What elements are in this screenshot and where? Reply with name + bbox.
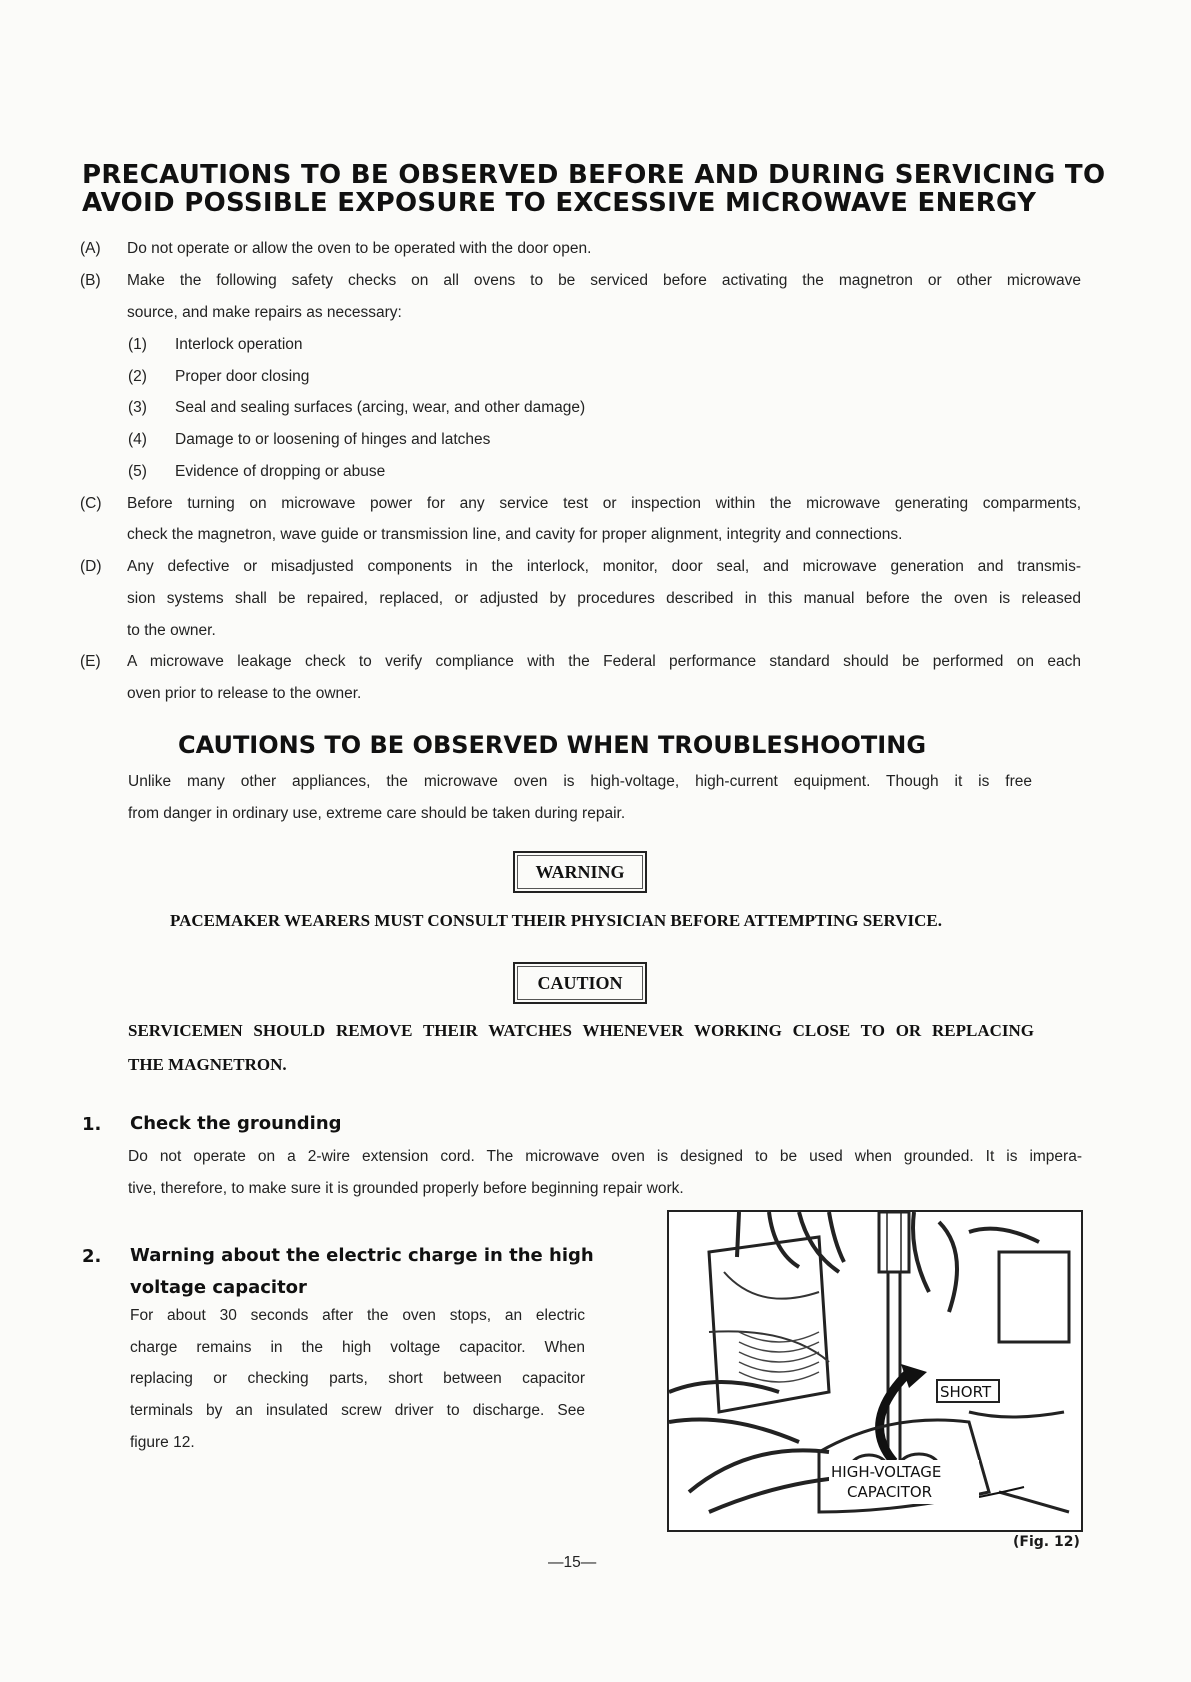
section1-line2: tive, therefore, to make sure it is grounded properly before beginning repair work. — [128, 1180, 684, 1197]
capacitor-illustration — [669, 1212, 1081, 1530]
page-number: —15— — [548, 1554, 597, 1571]
item-d-line3: to the owner. — [127, 622, 216, 639]
cautions-intro-line1: Unlike many other appliances, the microwave oven is high-voltage, high-current equipment. Though it is free — [128, 773, 1032, 790]
section2-number: 2. — [82, 1246, 102, 1267]
warning-box — [513, 851, 647, 893]
item-a-text: Do not operate or allow the oven to be operated with the door open. — [127, 240, 592, 257]
figure-label-short: SHORT — [940, 1383, 992, 1401]
caution-line1: SERVICEMEN SHOULD REMOVE THEIR WATCHES WHENEVER WORKING CLOSE TO OR REPLACING — [128, 1021, 1034, 1040]
figure-label-hv2: CAPACITOR — [847, 1483, 933, 1501]
subitem-3-text: Seal and sealing surfaces (arcing, wear, and other damage) — [175, 399, 586, 416]
subitem-1-label: (1) — [128, 336, 147, 353]
figure-12 — [667, 1210, 1083, 1532]
item-e-label: (E) — [80, 653, 101, 670]
figure-caption: (Fig. 12) — [1013, 1534, 1080, 1550]
section2-title-line2: voltage capacitor — [130, 1277, 307, 1298]
subitem-2-label: (2) — [128, 368, 147, 385]
section1-number: 1. — [82, 1114, 102, 1135]
subitem-3-label: (3) — [128, 399, 147, 416]
item-d-line2: sion systems shall be repaired, replaced, or adjusted by procedures described in this manual before the oven is released — [127, 590, 1081, 607]
section2-title-line1: Warning about the electric charge in the high — [130, 1245, 594, 1266]
item-b-label: (B) — [80, 272, 101, 289]
subitem-5-label: (5) — [128, 463, 147, 480]
caution-label: CAUTION — [537, 972, 623, 993]
item-c-line2: check the magnetron, wave guide or transmission line, and cavity for proper alignment, integrity and connections. — [127, 526, 903, 543]
item-b-line2: source, and make repairs as necessary: — [127, 304, 402, 321]
item-c-line1: Before turning on microwave power for any service test or inspection within the microwave generating comparments, — [127, 495, 1081, 512]
section1-line1: Do not operate on a 2-wire extension cord. The microwave oven is designed to be used when grounded. It is impera- — [128, 1148, 1082, 1165]
item-b-line1: Make the following safety checks on all ovens to be serviced before activating the magnetron or other microwave — [127, 272, 1081, 289]
item-e-line2: oven prior to release to the owner. — [127, 685, 362, 702]
section2-line4: terminals by an insulated screw driver to discharge. See — [130, 1402, 585, 1419]
precautions-title-line1: PRECAUTIONS TO BE OBSERVED BEFORE AND DURING SERVICING TO — [82, 160, 1106, 190]
caution-line2: THE MAGNETRON. — [128, 1055, 287, 1074]
figure-label-hv1: HIGH-VOLTAGE — [831, 1463, 942, 1481]
item-d-line1: Any defective or misadjusted components in the interlock, monitor, door seal, and microwave generation and transmis- — [127, 558, 1081, 575]
subitem-4-text: Damage to or loosening of hinges and latches — [175, 431, 491, 448]
section2-line5: figure 12. — [130, 1434, 195, 1451]
precautions-title-line2: AVOID POSSIBLE EXPOSURE TO EXCESSIVE MICROWAVE ENERGY — [82, 188, 1037, 218]
section2-line1: For about 30 seconds after the oven stops, an electric — [130, 1307, 585, 1324]
section2-line3: replacing or checking parts, short between capacitor — [130, 1370, 585, 1387]
item-e-line1: A microwave leakage check to verify compliance with the Federal performance standard should be performed on each — [127, 653, 1081, 670]
pacemaker-warning: PACEMAKER WEARERS MUST CONSULT THEIR PHYSICIAN BEFORE ATTEMPTING SERVICE. — [170, 911, 942, 930]
section1-title: Check the grounding — [130, 1113, 342, 1134]
subitem-5-text: Evidence of dropping or abuse — [175, 463, 386, 480]
subitem-4-label: (4) — [128, 431, 147, 448]
item-c-label: (C) — [80, 495, 102, 512]
item-a-label: (A) — [80, 240, 101, 257]
item-d-label: (D) — [80, 558, 102, 575]
subitem-2-text: Proper door closing — [175, 368, 310, 385]
section2-line2: charge remains in the high voltage capacitor. When — [130, 1339, 585, 1356]
caution-box — [513, 962, 647, 1004]
cautions-title: CAUTIONS TO BE OBSERVED WHEN TROUBLESHOOTING — [178, 731, 927, 759]
cautions-intro-line2: from danger in ordinary use, extreme care should be taken during repair. — [128, 805, 626, 822]
warning-label: WARNING — [535, 861, 625, 882]
subitem-1-text: Interlock operation — [175, 336, 303, 353]
